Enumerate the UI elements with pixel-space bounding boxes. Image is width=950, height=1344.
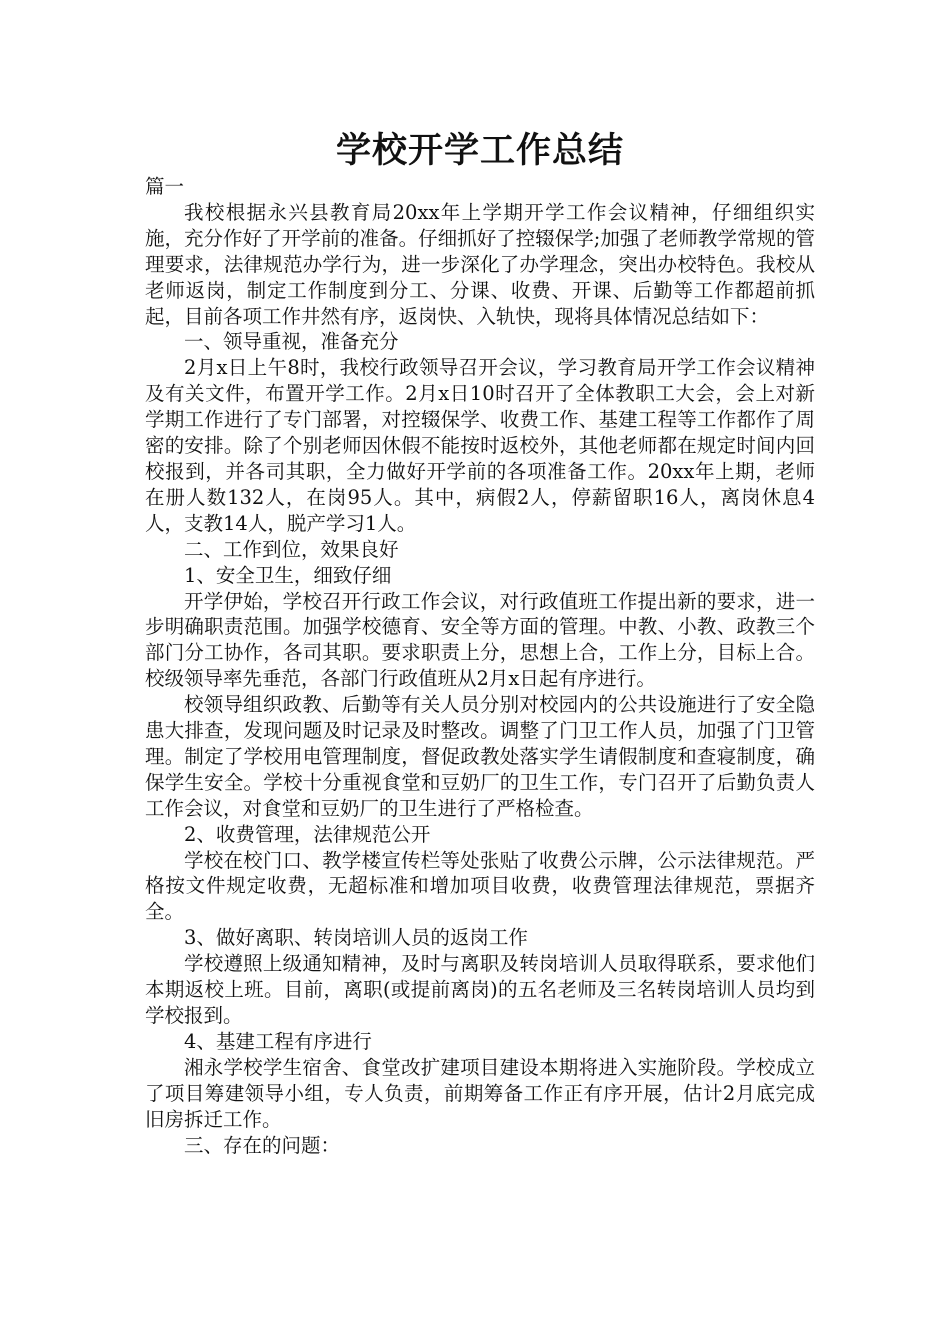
intro-paragraph: 我校根据永兴县教育局20xx年上学期开学工作会议精神，仔细组织实施，充分作好了开学前的准备。仔细抓好了控辍保学;加强了老师教学常规的管理要求，法律规范办学行为，进一步深化了办学理念，突出办校特色。我校从老师返岗，制定工作制度到分工、分课、收费、开课、后勤等工作都超前抓起，目前各项工作井然有序，返岗快、入轨快，现将具体情况总结如下： xyxy=(145,200,815,328)
paragraph-return: 学校遵照上级通知精神，及时与离职及转岗培训人员取得联系，要求他们本期返校上班。目前，离职(或提前离岗)的五名老师及三名转岗培训人员均到学校报到。 xyxy=(145,952,815,1027)
section-label: 篇一 xyxy=(145,175,185,198)
heading-problems: 三、存在的问题： xyxy=(184,1133,341,1157)
subheading-construction: 4、基建工程有序进行 xyxy=(184,1029,372,1053)
paragraph-safety-1: 开学伊始，学校召开行政工作会议，对行政值班工作提出新的要求，进一步明确职责范围。加强学校德育、安全等方面的管理。中教、小教、政教三个部门分工协作，各司其职。要求职责上分，思想上合，工作上分，目标上合。校级领导率先垂范，各部门行政值班从2月x日起有序进行。 xyxy=(145,589,815,691)
subheading-return: 3、做好离职、转岗培训人员的返岗工作 xyxy=(184,926,528,950)
paragraph-fees: 学校在校门口、教学楼宣传栏等处张贴了收费公示牌，公示法律规范。严格按文件规定收费，无超标准和增加项目收费，收费管理法律规范，票据齐全。 xyxy=(145,848,815,924)
subheading-fees: 2、收费管理，法律规范公开 xyxy=(184,822,431,846)
document-title: 学校开学工作总结 xyxy=(335,131,624,171)
paragraph-construction: 湘永学校学生宿舍、食堂改扩建项目建设本期将进入实施阶段。学校成立了项目筹建领导小组，专人负责，前期筹备工作正有序开展，估计2月底完成旧房拆迁工作。 xyxy=(145,1055,815,1131)
paragraph-leadership: 2月x日上午8时，我校行政领导召开会议，学习教育局开学工作会议精神及有关文件，布置开学工作。2月x日10时召开了全体教职工大会，会上对新学期工作进行了专门部署，对控辍保学、收费工作、基建工程等工作都作了周密的安排。除了个别老师因休假不能按时返校外，其他老师都在规定时间内回校报到，并各司其职，全力做好开学前的各项准备工作。20xx年上期，老师在册人数132人，在岗95人。其中，病假2人，停薪留职16人，离岗休息4人，支教14人，脱产学习1人。 xyxy=(145,356,815,535)
heading-leadership: 一、领导重视，准备充分 xyxy=(184,330,399,354)
paragraph-safety-2: 校领导组织政教、后勤等有关人员分别对校园内的公共设施进行了安全隐患大排查，发现问题及时记录及时整改。调整了门卫工作人员，加强了门卫管理。制定了学校用电管理制度，督促政教处落实学生请假制度和查寝制度，确保学生安全。学校十分重视食堂和豆奶厂的卫生工作，专门召开了后勤负责人工作会议，对食堂和豆奶厂的卫生进行了严格检查。 xyxy=(145,693,815,820)
document-body xyxy=(145,174,815,1158)
heading-work: 二、工作到位，效果良好 xyxy=(184,537,399,561)
document-page xyxy=(145,128,815,1158)
subheading-safety: 1、安全卫生，细致仔细 xyxy=(184,563,392,587)
